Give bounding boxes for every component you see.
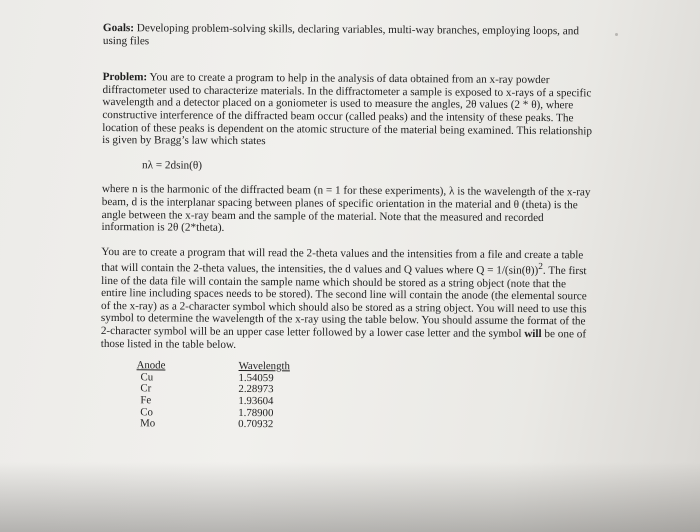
- goals-paragraph: [103, 22, 595, 51]
- table-cell-wavelength: 1.93604: [238, 394, 274, 408]
- wavelength-header: Wavelength: [238, 360, 290, 373]
- para3-part3: be one of those listed in the table below.: [100, 328, 587, 351]
- table-cell-anode: Fe: [140, 394, 152, 407]
- goals-label: Goals:: [102, 22, 135, 35]
- goals-text: Developing problem-solving skills, declaring variables, multi-way branches, employing loops, and using files: [102, 22, 579, 47]
- table-cell-wavelength: 1.54059: [238, 371, 274, 384]
- document-body: [100, 22, 595, 433]
- table-cell-anode: Mo: [140, 417, 156, 430]
- para3-part2: . The first line of the data file will contain the sample name which should be stored as a string object (note that the entire line including spaces needs to be stored). The second line will contain the anode (the elemental source of the x-ray) as a 2-character symbol which should also be stored as a string object. You will need to use this symbol to determine the wavelength of the x-ray using the table below. You should assume the format of the 2-character symbol will be an upper case letter followed by a lower case letter and the symbol: [100, 265, 587, 340]
- anode-header: Anode: [136, 359, 166, 372]
- paper-speck: [615, 33, 618, 36]
- emphasis-will: will: [524, 327, 542, 341]
- problem-paragraph: [102, 71, 595, 150]
- braggs-law-equation: nλ = 2dsin(θ): [141, 159, 203, 172]
- anode-column: [136, 360, 238, 430]
- anode-wavelength-table: [136, 360, 592, 433]
- variables-paragraph: where n is the harmonic of the diffracted beam (n = 1 for these experiments), λ is the wavelength of the x-ray beam, d is the interplanar spacing between planes of specific orientation in the material and θ (theta) is the angle between the x-ray beam and the sample of the material. Note that the measured and recorded information is 2θ (2*theta).: [101, 183, 591, 234]
- para3-part1: You are to create a program that will read the 2-theta values and the intensities from a file and create a table that will contain the 2-theta values, the intensities, the d values and Q values where Q = 1/(sin(θ)): [101, 245, 584, 278]
- program-description-paragraph: [101, 246, 594, 354]
- wavelength-column: [238, 361, 378, 432]
- table-cell-anode: Co: [140, 405, 153, 418]
- photo-shadow: [0, 462, 700, 532]
- table-cell-wavelength: 1.78900: [238, 406, 274, 419]
- table-cell-anode: Cr: [140, 382, 152, 395]
- exponent: 2: [538, 262, 544, 273]
- problem-label: Problem:: [102, 71, 148, 84]
- table-cell-wavelength: 2.28973: [238, 383, 274, 396]
- table-cell-wavelength: 0.70932: [238, 418, 274, 431]
- table-cell-anode: Cu: [140, 371, 154, 384]
- problem-text: You are to create a program to help in the analysis of data obtained from an x-ray powder diffractometer used to characterize materials. In the diffractometer a sample is exposed to x-rays of a specific wavelength and a detector placed on a goniometer is used to measure the angles, 2θ values (2 * θ), where constructive interference of the diffracted beam occur (called peaks) and the intensity of these peaks. The location of these peaks is dependent on the atomic structure of the material being examined. This relationship is given by Bragg’s law which states: [102, 71, 593, 148]
